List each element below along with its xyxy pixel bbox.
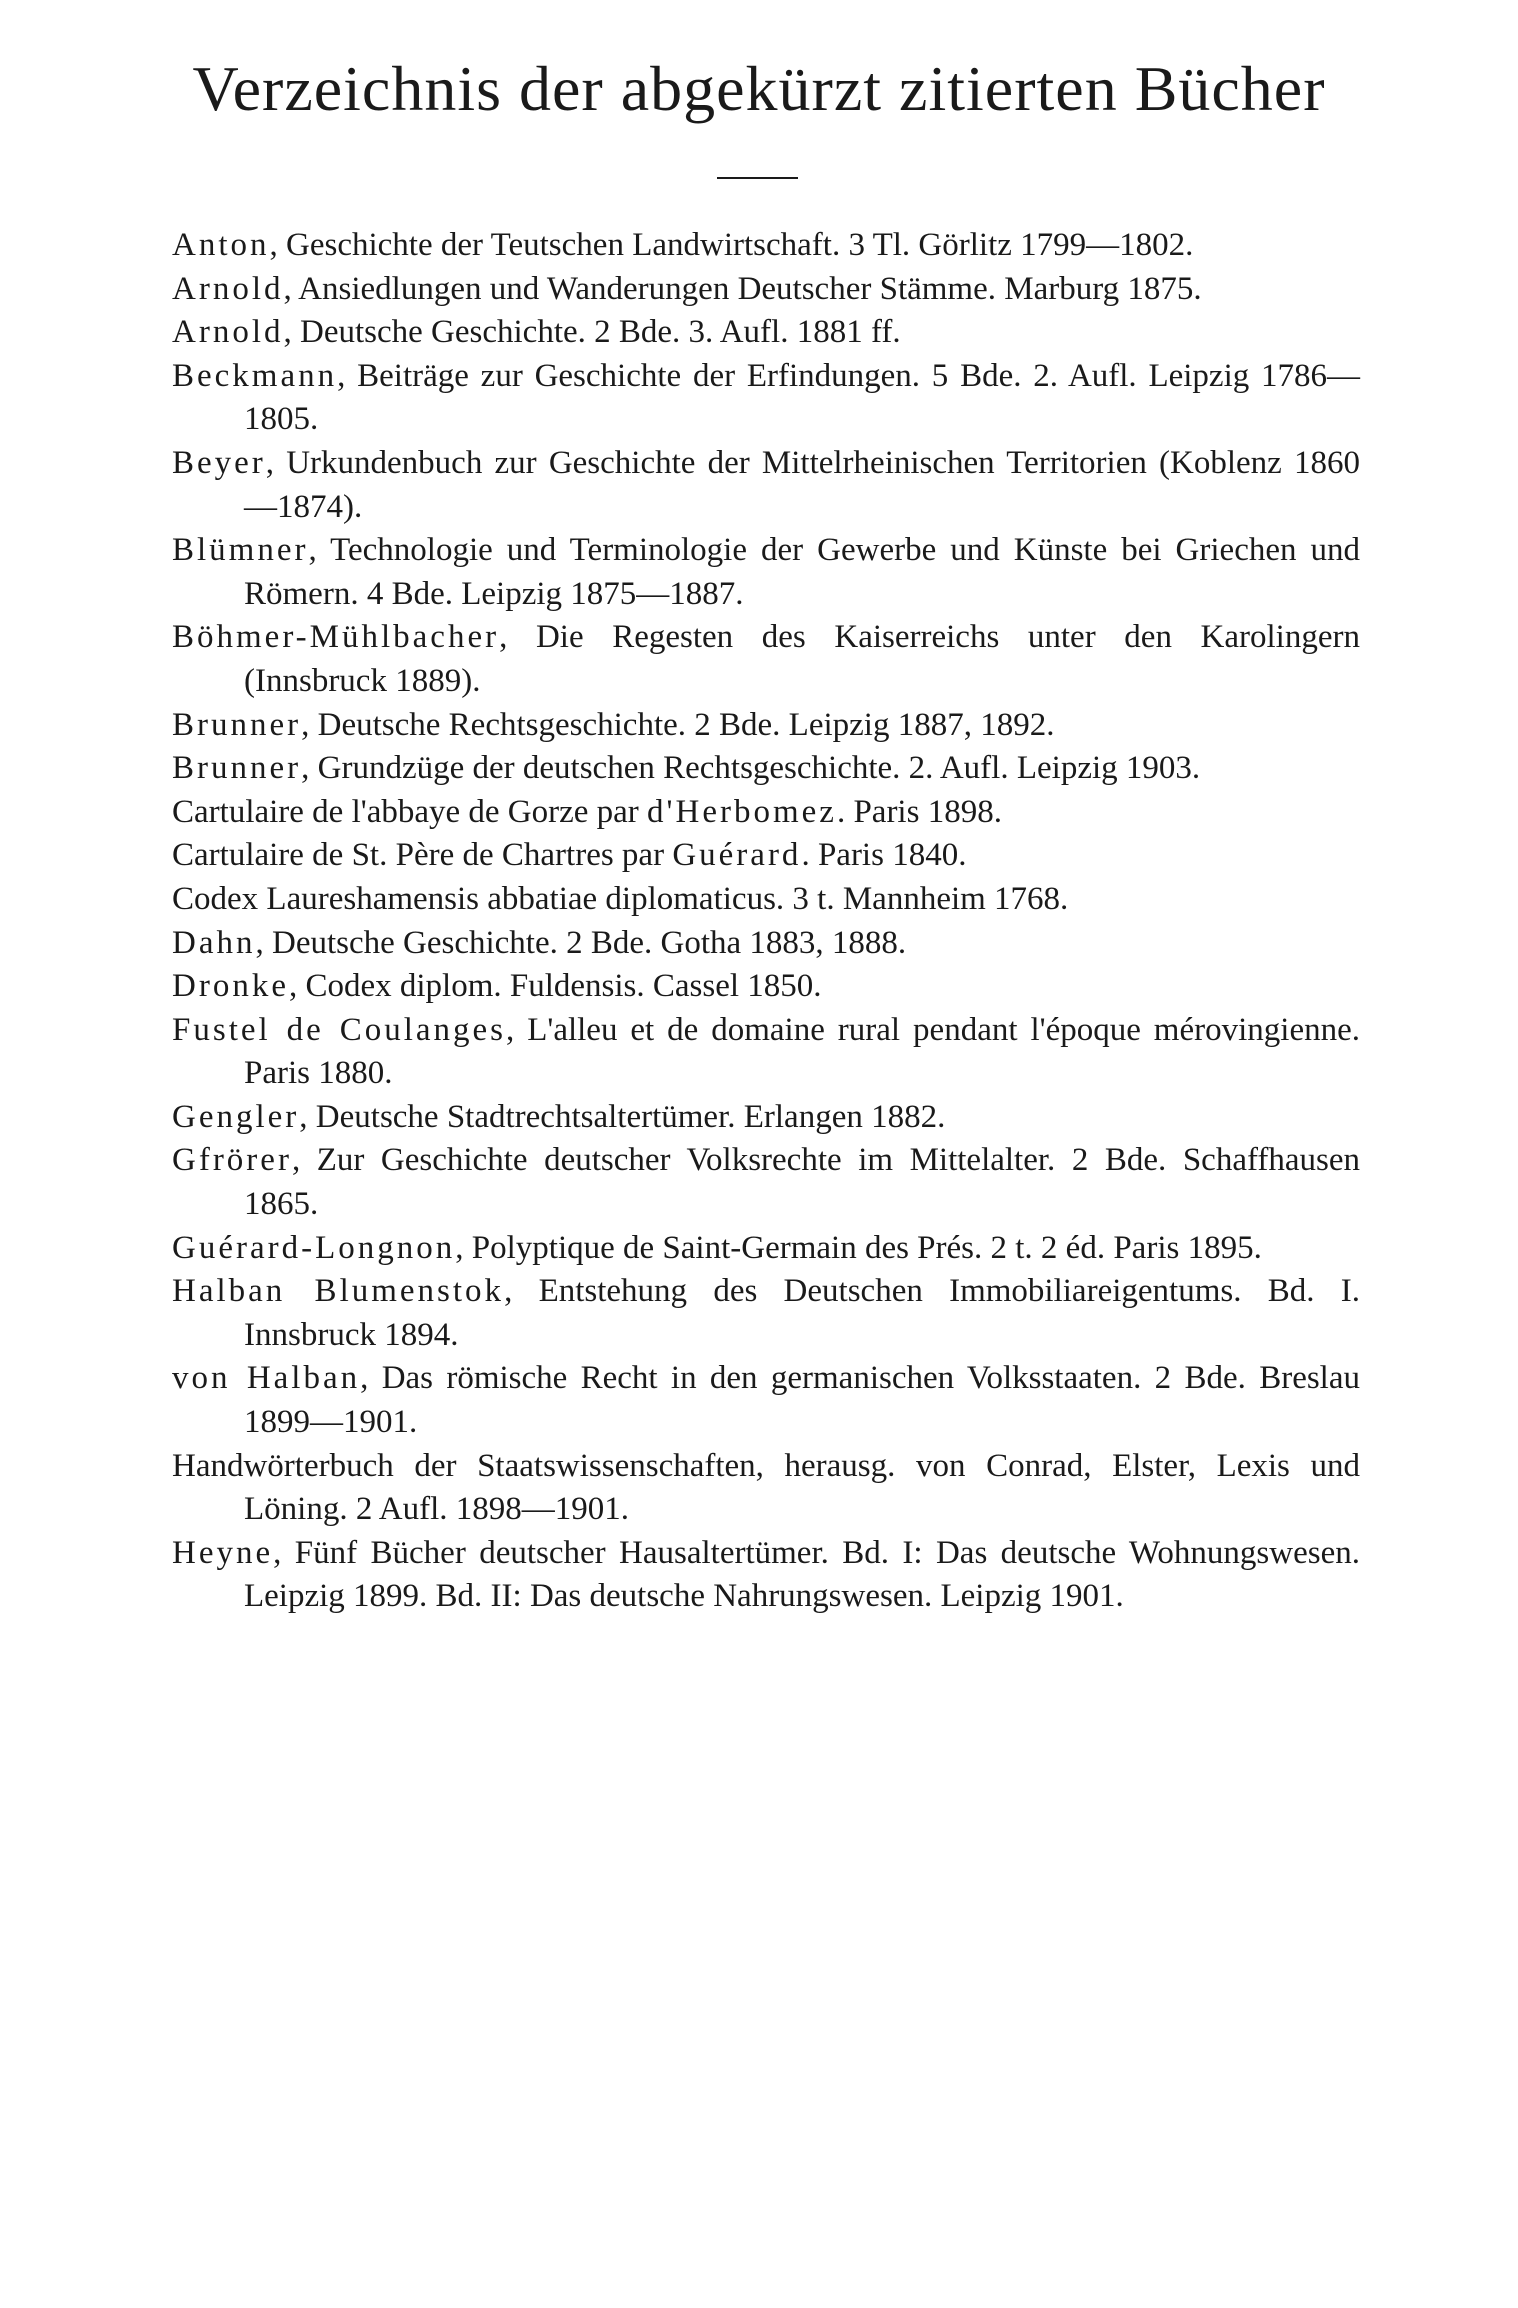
entry-text: , Deutsche Stadtrechtsaltertümer. Erlangen 1882. (299, 1098, 946, 1135)
bibliography-entry (172, 1096, 1360, 1140)
entry-text: , Deutsche Rechtsgeschichte. 2 Bde. Leipzig 1887, 1892. (301, 706, 1055, 743)
bibliography-entry (172, 1227, 1360, 1271)
entry-text: , Grundzüge der deutschen Rechtsgeschichte. 2. Aufl. Leipzig 1903. (301, 750, 1201, 787)
bibliography-entry (172, 834, 1360, 878)
entry-author: Fustel de Coulanges (172, 1011, 507, 1048)
bibliography-entry (172, 704, 1360, 748)
bibliography-entry (172, 878, 1360, 922)
entry-text-tail: . Paris 1840. (801, 837, 967, 874)
entry-text: , Codex diplom. Fuldensis. Cassel 1850. (288, 968, 822, 1005)
entry-text: , Fünf Bücher deutscher Hausaltertümer. Bd. I: Das deutsche Wohnungswesen. Leipzig 1899. Bd. II: Das deutsche Nahrungswesen. Leipzig 1901. (244, 1534, 1360, 1615)
bibliography-entry (172, 922, 1360, 966)
bibliography-entry (172, 355, 1360, 442)
entry-text: , Die Regesten des Kaiserreichs unter den Karolingern (Innsbruck 1889). (244, 619, 1360, 699)
entry-author: Dahn (172, 924, 256, 961)
entry-text: Cartulaire de St. Père de Chartres par (172, 837, 673, 874)
bibliography-entry (172, 616, 1360, 703)
bibliography-entry (172, 747, 1360, 791)
entry-text: , Urkundenbuch zur Geschichte der Mittelrheinischen Territorien (Koblenz 1860—1874). (244, 444, 1360, 525)
entry-author: von Halban (172, 1360, 361, 1397)
entry-author: Anton (172, 227, 270, 263)
entry-text: , Deutsche Geschichte. 2 Bde. 3. Aufl. 1881 ff. (283, 314, 901, 351)
bibliography-entry (172, 442, 1360, 529)
entry-text: , Polyptique de Saint-Germain des Prés. 2 t. 2 éd. Paris 1895. (455, 1229, 1262, 1266)
entry-text: , Beiträge zur Geschichte der Erfindungen. 5 Bde. 2. Aufl. Leipzig 1786—1805. (244, 357, 1360, 438)
entry-author: Brunner (172, 706, 302, 743)
entry-text: , Das römische Recht in den germanischen Volksstaaten. 2 Bde. Breslau 1899—1901. (244, 1360, 1361, 1441)
bibliography-entry (172, 311, 1360, 355)
entry-text: , Technologie und Terminologie der Gewerbe und Künste bei Griechen und Römern. 4 Bde. Leipzig 1875—1887. (244, 532, 1360, 612)
entry-text: , L'alleu et de domaine rural pendant l'époque mérovingienne. Paris 1880. (244, 1011, 1360, 1092)
entry-author: d'Herbomez (647, 793, 837, 830)
entry-author: Blümner (172, 532, 309, 569)
entry-author: Brunner (172, 750, 302, 787)
bibliography-entry (172, 1357, 1360, 1444)
bibliography-entry (172, 1139, 1360, 1226)
title-divider (717, 177, 798, 179)
entry-text: , Zur Geschichte deutscher Volksrechte im Mittelalter. 2 Bde. Schaffhausen 1865. (244, 1142, 1360, 1223)
bibliography-entry (172, 268, 1360, 312)
entry-author: Dronke (172, 968, 289, 1005)
entry-text: , Entstehung des Deutschen Immobiliareigentums. Bd. I. Innsbruck 1894. (244, 1273, 1360, 1353)
entry-author: Beckmann (172, 357, 338, 394)
entry-author: Arnold (172, 314, 284, 351)
entry-text: Cartulaire de l'abbaye de Gorze par (172, 793, 648, 830)
entry-author: Gengler (172, 1098, 300, 1135)
entry-author: Guérard-Longnon (172, 1229, 456, 1266)
bibliography-list (172, 224, 1360, 1619)
entry-text-tail: . Paris 1898. (836, 793, 1002, 830)
entry-author: Guérard (672, 837, 802, 874)
bibliography-entry (172, 1532, 1360, 1619)
entry-author: Böhmer-Mühlbacher (172, 619, 500, 656)
entry-author: Arnold (172, 270, 284, 307)
entry-author: Gfrörer (172, 1142, 292, 1179)
bibliography-entry (172, 1445, 1360, 1532)
entry-author: Beyer (172, 444, 266, 481)
entry-text: Handwörterbuch der Staatswissenschaften, herausg. von Conrad, Elster, Lexis und Löning. 2 Aufl. 1898—1901. (172, 1447, 1360, 1528)
bibliography-entry (172, 1270, 1360, 1357)
entry-text: , Geschichte der Teutschen Landwirtschaft. 3 Tl. Görlitz 1799—1802. (269, 227, 1194, 263)
bibliography-entry (172, 529, 1360, 616)
bibliography-entry (172, 965, 1360, 1009)
entry-text: , Deutsche Geschichte. 2 Bde. Gotha 1883, 1888. (255, 924, 907, 961)
entry-author: Halban Blumenstok (172, 1273, 505, 1310)
entry-text: Codex Laureshamensis abbatiae diplomaticus. 3 t. Mannheim 1768. (172, 880, 1069, 917)
bibliography-entry (172, 791, 1360, 835)
entry-author: Heyne (172, 1534, 274, 1571)
bibliography-entry (172, 224, 1360, 268)
page-title: Verzeichnis der abgekürzt zitierten Bücher (192, 53, 1326, 124)
entry-text: , Ansiedlungen und Wanderungen Deutscher Stämme. Marburg 1875. (283, 270, 1202, 307)
bibliography-entry (172, 1009, 1360, 1096)
